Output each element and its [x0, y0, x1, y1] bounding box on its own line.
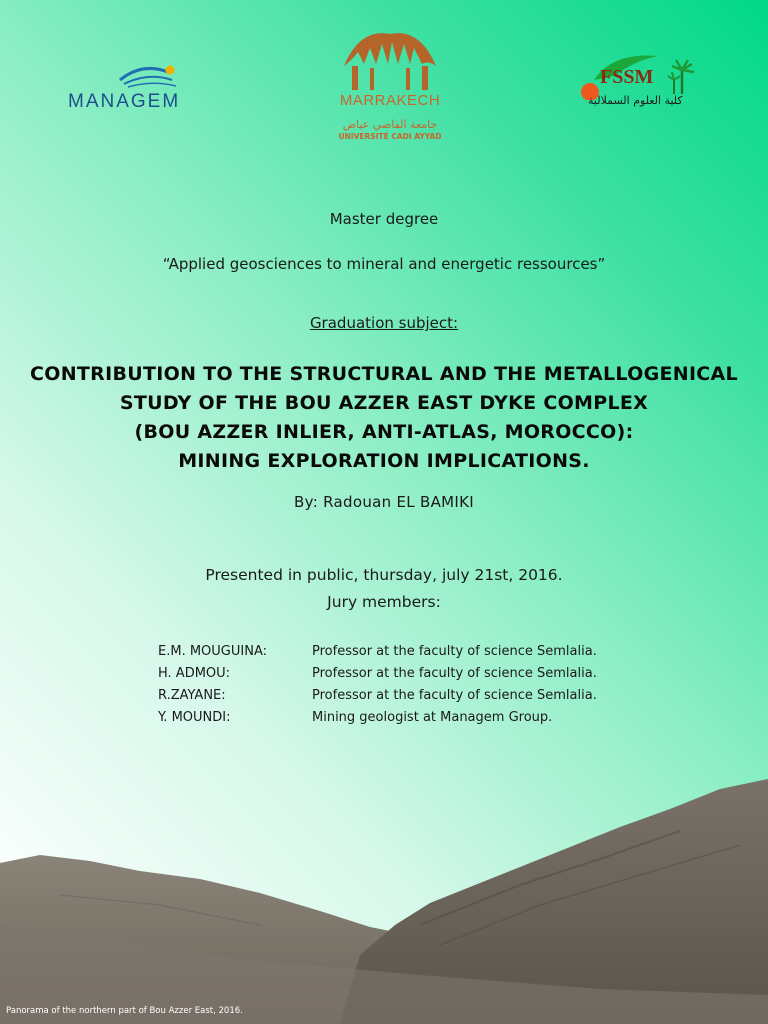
jury-member-role: Professor at the faculty of science Semlalia. — [312, 688, 597, 703]
title-line: CONTRIBUTION TO THE STRUCTURAL AND THE METALLOGENICAL — [30, 363, 738, 385]
university-name: UNIVERSITÉ CADI AYYAD — [338, 132, 442, 141]
program-name: “Applied geosciences to mineral and energetic ressources” — [162, 255, 606, 273]
marrakech-wordmark: MARRAKECH — [339, 92, 441, 109]
cadi-ayyad-logo — [330, 30, 450, 150]
jury-member-role: Professor at the faculty of science Semlalia. — [312, 666, 597, 681]
title-line: STUDY OF THE BOU AZZER EAST DYKE COMPLEX — [119, 392, 649, 414]
fssm-arabic-name: كلية العلوم السملالية — [588, 94, 683, 107]
jury-member-name: R.ZAYANE: — [158, 688, 226, 703]
presentation-date: Presented in public, thursday, july 21st, 2016. — [205, 566, 563, 584]
mountain-panorama-image — [0, 775, 768, 1024]
jury-member-role: Mining geologist at Managem Group. — [312, 710, 553, 725]
jury-member-role: Professor at the faculty of science Semlalia. — [312, 644, 597, 659]
managem-wave-icon — [68, 58, 220, 94]
fssm-logo — [578, 50, 702, 120]
degree-label: Master degree — [329, 210, 439, 228]
thesis-title — [0, 360, 768, 476]
title-line: (BOU AZZER INLIER, ANTI-ATLAS, MOROCCO): — [134, 421, 634, 443]
jury-member-name: E.M. MOUGUINA: — [158, 644, 267, 659]
jury-member-name: Y. MOUNDI: — [158, 710, 231, 725]
fssm-wordmark: FSSM — [600, 66, 654, 88]
palm-fan-icon — [330, 30, 450, 92]
jury-heading: Jury members: — [327, 593, 441, 611]
managem-wordmark: MANAGEM — [68, 91, 181, 112]
image-caption: Panorama of the northern part of Bou Azzer East, 2016. — [6, 1006, 243, 1016]
managem-logo — [68, 58, 220, 118]
title-line: MINING EXPLORATION IMPLICATIONS. — [178, 450, 590, 472]
university-arabic-name: جامعة القاضي عياض — [342, 118, 438, 131]
author-line: By: Radouan EL BAMIKI — [294, 493, 474, 511]
jury-member-name: H. ADMOU: — [158, 666, 231, 681]
subject-heading: Graduation subject: — [309, 314, 459, 332]
